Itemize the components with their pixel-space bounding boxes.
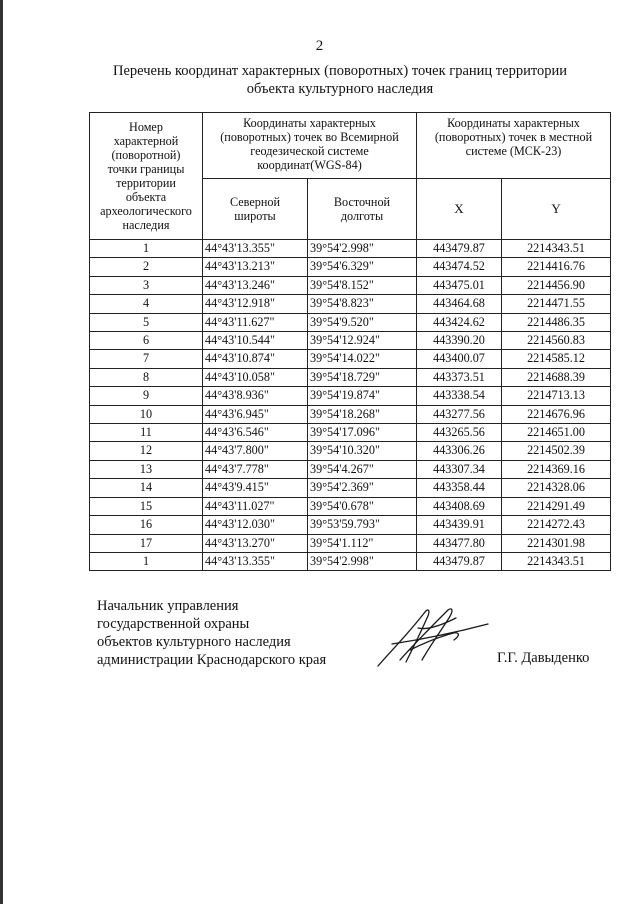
point-number-cell: 2	[90, 258, 203, 276]
x-coordinate-cell: 443477.80	[417, 534, 502, 552]
table-row	[90, 405, 611, 423]
latitude-cell: 44°43'7.778"	[203, 460, 308, 478]
point-number-cell: 3	[90, 276, 203, 294]
point-number-cell: 4	[90, 295, 203, 313]
point-number-cell: 1	[90, 552, 203, 570]
table-row	[90, 460, 611, 478]
longitude-cell: 39°54'6.329"	[308, 258, 417, 276]
longitude-cell: 39°54'1.112"	[308, 534, 417, 552]
table-row	[90, 240, 611, 258]
point-number-cell: 7	[90, 350, 203, 368]
x-coordinate-cell: 443424.62	[417, 313, 502, 331]
table-row	[90, 258, 611, 276]
y-coordinate-cell: 2214585.12	[502, 350, 611, 368]
point-number-cell: 16	[90, 516, 203, 534]
longitude-cell: 39°54'10.320"	[308, 442, 417, 460]
header-msk23-group: Координаты характерных (поворотных) точек в местной системе (МСК-23)	[417, 113, 611, 179]
point-number-cell: 11	[90, 424, 203, 442]
latitude-cell: 44°43'8.936"	[203, 387, 308, 405]
latitude-cell: 44°43'9.415"	[203, 479, 308, 497]
signatory-name: Г.Г. Давыденко	[497, 650, 590, 666]
x-coordinate-cell: 443306.26	[417, 442, 502, 460]
y-coordinate-cell: 2214676.96	[502, 405, 611, 423]
point-number-cell: 13	[90, 460, 203, 478]
y-coordinate-cell: 2214343.51	[502, 552, 611, 570]
x-coordinate-cell: 443373.51	[417, 368, 502, 386]
y-coordinate-cell: 2214688.39	[502, 368, 611, 386]
x-coordinate-cell: 443307.34	[417, 460, 502, 478]
y-coordinate-cell: 2214502.39	[502, 442, 611, 460]
longitude-cell: 39°54'8.823"	[308, 295, 417, 313]
header-wgs84-group: Координаты характерных (поворотных) точек во Всемирной геодезической системе координат(WGS-84)	[203, 113, 417, 179]
header-east-longitude: Восточной долготы	[308, 179, 417, 240]
latitude-cell: 44°43'6.945"	[203, 405, 308, 423]
y-coordinate-cell: 2214651.00	[502, 424, 611, 442]
point-number-cell: 5	[90, 313, 203, 331]
x-coordinate-cell: 443479.87	[417, 552, 502, 570]
latitude-cell: 44°43'11.627"	[203, 313, 308, 331]
signatory-position	[97, 597, 326, 669]
x-coordinate-cell: 443338.54	[417, 387, 502, 405]
latitude-cell: 44°43'12.030"	[203, 516, 308, 534]
latitude-cell: 44°43'10.544"	[203, 332, 308, 350]
y-coordinate-cell: 2214416.76	[502, 258, 611, 276]
longitude-cell: 39°54'9.520"	[308, 313, 417, 331]
position-line: государственной охраны	[97, 616, 250, 632]
x-coordinate-cell: 443475.01	[417, 276, 502, 294]
longitude-cell: 39°54'18.729"	[308, 368, 417, 386]
longitude-cell: 39°54'17.096"	[308, 424, 417, 442]
point-number-cell: 15	[90, 497, 203, 515]
table-row	[90, 497, 611, 515]
x-coordinate-cell: 443277.56	[417, 405, 502, 423]
y-coordinate-cell: 2214486.35	[502, 313, 611, 331]
latitude-cell: 44°43'13.246"	[203, 276, 308, 294]
position-line: администрации Краснодарского края	[97, 652, 327, 668]
x-coordinate-cell: 443358.44	[417, 479, 502, 497]
coordinates-table-body	[90, 240, 611, 571]
y-coordinate-cell: 2214291.49	[502, 497, 611, 515]
scan-edge-line	[0, 0, 3, 904]
y-coordinate-cell: 2214328.06	[502, 479, 611, 497]
point-number-cell: 1	[90, 240, 203, 258]
x-coordinate-cell: 443400.07	[417, 350, 502, 368]
point-number-cell: 6	[90, 332, 203, 350]
table-row	[90, 332, 611, 350]
longitude-cell: 39°54'2.998"	[308, 552, 417, 570]
y-coordinate-cell: 2214343.51	[502, 240, 611, 258]
point-number-cell: 12	[90, 442, 203, 460]
table-row	[90, 368, 611, 386]
title-line: Перечень координат характерных (поворотных) точек границ территории	[112, 63, 568, 79]
header-y: Y	[502, 179, 611, 240]
longitude-cell: 39°54'2.369"	[308, 479, 417, 497]
latitude-cell: 44°43'10.874"	[203, 350, 308, 368]
y-coordinate-cell: 2214369.16	[502, 460, 611, 478]
table-row	[90, 313, 611, 331]
x-coordinate-cell: 443439.91	[417, 516, 502, 534]
table-row	[90, 534, 611, 552]
latitude-cell: 44°43'13.270"	[203, 534, 308, 552]
y-coordinate-cell: 2214301.98	[502, 534, 611, 552]
point-number-cell: 17	[90, 534, 203, 552]
y-coordinate-cell: 2214713.13	[502, 387, 611, 405]
point-number-cell: 9	[90, 387, 203, 405]
latitude-cell: 44°43'12.918"	[203, 295, 308, 313]
x-coordinate-cell: 443408.69	[417, 497, 502, 515]
handwritten-signature	[370, 600, 495, 675]
table-row	[90, 295, 611, 313]
header-north-latitude: Северной широты	[203, 179, 308, 240]
longitude-cell: 39°54'12.924"	[308, 332, 417, 350]
latitude-cell: 44°43'6.546"	[203, 424, 308, 442]
table-row	[90, 552, 611, 570]
y-coordinate-cell: 2214272.43	[502, 516, 611, 534]
point-number-cell: 8	[90, 368, 203, 386]
table-row	[90, 479, 611, 497]
table-row	[90, 424, 611, 442]
table-row	[90, 387, 611, 405]
header-point-number: Номер характерной (поворотной) точки границы территории объекта археологического наследия	[90, 113, 203, 240]
table-row	[90, 276, 611, 294]
y-coordinate-cell: 2214560.83	[502, 332, 611, 350]
longitude-cell: 39°54'2.998"	[308, 240, 417, 258]
table-row	[90, 350, 611, 368]
position-line: Начальник управления	[97, 598, 239, 614]
x-coordinate-cell: 443474.52	[417, 258, 502, 276]
longitude-cell: 39°54'4.267"	[308, 460, 417, 478]
document-title	[60, 62, 620, 98]
x-coordinate-cell: 443265.56	[417, 424, 502, 442]
table-row	[90, 442, 611, 460]
coordinates-table	[89, 112, 611, 571]
latitude-cell: 44°43'7.800"	[203, 442, 308, 460]
longitude-cell: 39°54'19.874"	[308, 387, 417, 405]
point-number-cell: 14	[90, 479, 203, 497]
longitude-cell: 39°54'8.152"	[308, 276, 417, 294]
longitude-cell: 39°54'18.268"	[308, 405, 417, 423]
latitude-cell: 44°43'13.213"	[203, 258, 308, 276]
header-x: X	[417, 179, 502, 240]
x-coordinate-cell: 443464.68	[417, 295, 502, 313]
latitude-cell: 44°43'13.355"	[203, 552, 308, 570]
title-line: объекта культурного наследия	[246, 81, 434, 97]
y-coordinate-cell: 2214471.55	[502, 295, 611, 313]
longitude-cell: 39°54'0.678"	[308, 497, 417, 515]
longitude-cell: 39°53'59.793"	[308, 516, 417, 534]
latitude-cell: 44°43'11.027"	[203, 497, 308, 515]
page-number: 2	[315, 38, 324, 54]
latitude-cell: 44°43'10.058"	[203, 368, 308, 386]
x-coordinate-cell: 443390.20	[417, 332, 502, 350]
table-row	[90, 516, 611, 534]
y-coordinate-cell: 2214456.90	[502, 276, 611, 294]
position-line: объектов культурного наследия	[97, 634, 291, 650]
longitude-cell: 39°54'14.022"	[308, 350, 417, 368]
latitude-cell: 44°43'13.355"	[203, 240, 308, 258]
x-coordinate-cell: 443479.87	[417, 240, 502, 258]
point-number-cell: 10	[90, 405, 203, 423]
